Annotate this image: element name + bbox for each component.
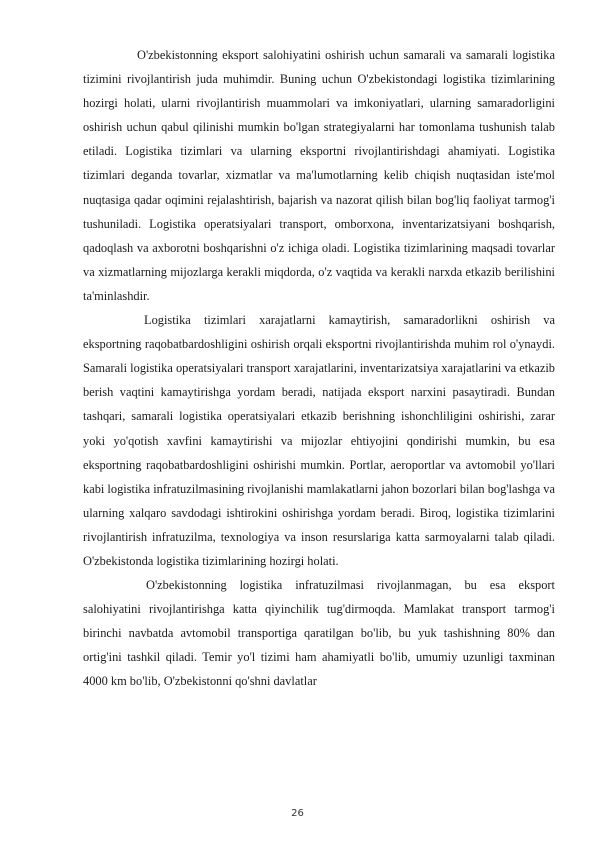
paragraph-3: O'zbekistonning logistika infratuzilmasi rivojlanmagan, bu esa eksport salohiyatini rivojlantirishga katta qiyinchilik tug'dirmoqda. Mamlakat transport tarmog'i birinchi navbatda avtomobil transportiga qaratilgan bo'lib, bu yuk tashishning 80% dan ortig'ini tashkil qiladi. Temir yo'l tizimi ham ahamiyatli bo'lib, umumiy uzunligi taxminan 4000 km bo'lib, O'zbekistonni qo'shni davlatlar — [83, 578, 555, 689]
page-number: 26 — [291, 808, 304, 819]
paragraph-2: Logistika tizimlari xarajatlarni kamaytirish, samaradorlikni oshirish va eksportning raqobatbardoshligini oshirish orqali eksportni rivojlantirishda muhim rol o'ynaydi. Samarali logistika operatsiyalari transport xarajatlarini, inventarizatsiya xarajatlarini va etkazib berish vaqtini kamaytirishga yordam beradi, natijada eksport narxini pasaytiradi. Bundan tashqari, samarali logistika operatsiyalari etkazib berishning ishonchliligini oshirishi, zarar yoki yo'qotish xavfini kamaytirishi va mijozlar ehtiyojini qondirishi mumkin, bu esa eksportning raqobatbardoshligini oshirishi mumkin. Portlar, aeroportlar va avtomobil yo'llari kabi logistika infratuzilmasining rivojlanishi mamlakatlarni jahon bozorlari bilan bog'lashga va ularning xalqaro savdodagi ishtirokini oshirishga yordam beradi. Biroq, logistika tizimlarini rivojlantirish infratuzilma, texnologiya va inson resurslariga katta sarmoyalarni talab qiladi. O'zbekistonda logistika tizimlarining hozirgi holati. — [83, 313, 555, 568]
document-page — [83, 43, 555, 694]
paragraph-1: O'zbekistonning eksport salohiyatini oshirish uchun samarali va samarali logistika tizimini rivojlantirish juda muhimdir. Buning uchun O'zbekistondagi logistika tizimlarining hozirgi holati, ularni rivojlantirish muammolari va imkoniyatlari, ularning samaradorligini oshirish uchun qabul qilinishi mumkin bo'lgan strategiyalarni har tomonlama tushunish talab etiladi. Logistika tizimlari va ularning eksportni rivojlantirishdagi ahamiyati. Logistika tizimlari deganda tovarlar, xizmatlar va ma'lumotlarning kelib chiqish nuqtasidan iste'mol nuqtasiga qadar oqimini rejalashtirish, bajarish va nazorat qilish bilan bog'liq faoliyat tarmog'i tushuniladi. Logistika operatsiyalari transport, omborxona, inventarizatsiyani boshqarish, qadoqlash va axborotni boshqarishni o'z ichiga oladi. Logistika tizimlarining maqsadi tovarlar va xizmatlarning mijozlarga kerakli miqdorda, o'z vaqtida va kerakli narxda etkazib berilishini ta'minlashdir. — [83, 48, 555, 303]
